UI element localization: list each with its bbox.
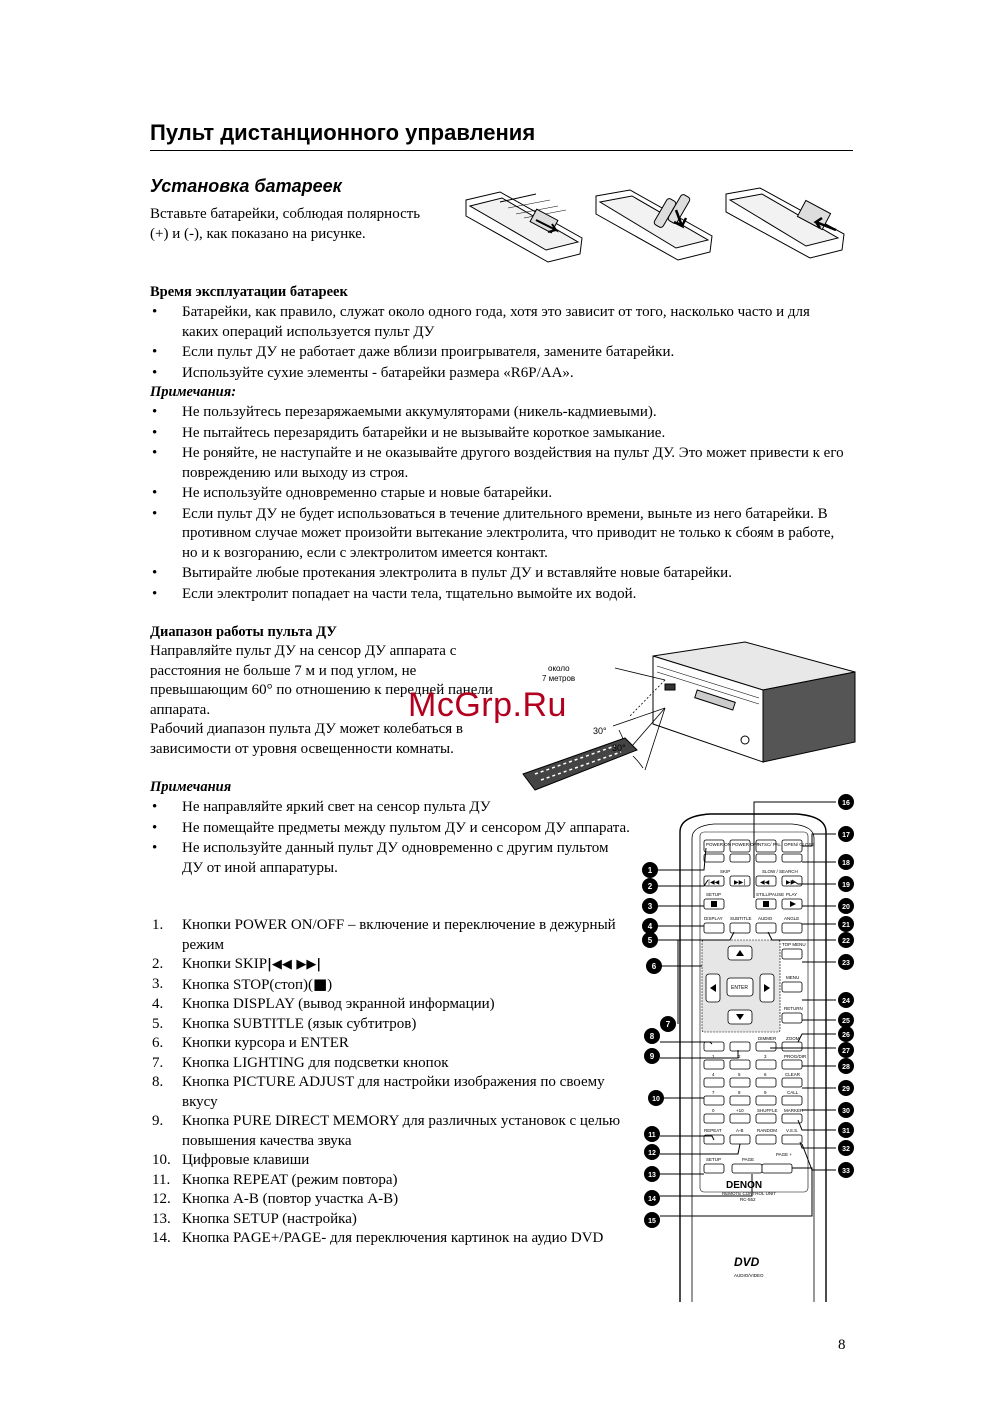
battery-section-title: Установка батареек bbox=[150, 176, 342, 196]
dvd-player-illustration bbox=[653, 642, 855, 762]
digit-label: 2 bbox=[738, 1054, 741, 1059]
dvd-logo: DVD bbox=[734, 1255, 760, 1269]
digit-label: 3 bbox=[764, 1054, 767, 1059]
range-title: Диапазон работы пульта ДУ bbox=[150, 624, 337, 640]
page-plus-label: PAGE + bbox=[776, 1152, 793, 1157]
list-item: • Вытирайте любые протекания электролита в пульт ДУ и вставляйте новые батарейки. bbox=[150, 564, 850, 584]
plus10-label: +10 bbox=[736, 1108, 744, 1113]
callout-19 bbox=[838, 876, 854, 892]
battery-life-title: Время эксплуатации батареек bbox=[150, 284, 348, 300]
pause-icon bbox=[763, 901, 769, 907]
digit-7-button[interactable] bbox=[704, 1096, 724, 1105]
zoom-label: ZOOM bbox=[786, 1036, 800, 1041]
title-rule bbox=[150, 150, 853, 151]
setup-button[interactable] bbox=[704, 1164, 724, 1173]
marker-label: MARKER bbox=[784, 1108, 804, 1113]
svg-text:9: 9 bbox=[649, 1052, 655, 1061]
random-label: RANDOM bbox=[757, 1128, 777, 1133]
range-distance-label-2: 7 метров bbox=[542, 674, 576, 683]
digit-label: 9 bbox=[764, 1090, 767, 1095]
zoom-button[interactable] bbox=[782, 1042, 802, 1051]
callout-2 bbox=[642, 878, 658, 894]
digit-label: 7 bbox=[712, 1090, 715, 1095]
svg-text:2: 2 bbox=[647, 882, 653, 891]
model-line-1: REMOTE CONTROL UNIT bbox=[722, 1191, 777, 1196]
svg-text:21: 21 bbox=[842, 922, 850, 929]
stop-label: SETUP bbox=[706, 892, 722, 897]
callout-23 bbox=[838, 954, 854, 970]
battery-install-figure bbox=[460, 186, 860, 266]
ntsc-pal-label: NTSC/ PAL bbox=[758, 842, 781, 847]
callout-28 bbox=[838, 1058, 854, 1074]
notes-title: Примечания: bbox=[150, 384, 237, 400]
vss-button[interactable] bbox=[782, 1135, 802, 1144]
skip-label: SKIP bbox=[720, 869, 731, 874]
callout-3 bbox=[642, 898, 658, 914]
callout-20 bbox=[838, 898, 854, 914]
subtitle-button[interactable] bbox=[730, 923, 750, 933]
dvd-logo-sub: AUDIO/VIDEO bbox=[734, 1273, 764, 1278]
range-angle-label-1: 30° bbox=[593, 726, 607, 736]
power-off-label: POWER OFF bbox=[732, 842, 760, 847]
digit-label: 1 bbox=[712, 1054, 715, 1059]
list-item: 14. Кнопка PAGE+/PAGE- для переключения картинок на аудио DVD bbox=[152, 1230, 604, 1246]
clear-button[interactable] bbox=[782, 1078, 802, 1087]
callout-29 bbox=[838, 1080, 854, 1096]
list-item: • Не помещайте предметы между пультом ДУ и сенсором ДУ аппарата. bbox=[150, 819, 630, 839]
enter-label: ENTER bbox=[731, 985, 748, 991]
svg-text:29: 29 bbox=[842, 1086, 850, 1093]
remote-back-illustration-2 bbox=[596, 190, 712, 260]
random-button[interactable] bbox=[756, 1135, 776, 1144]
svg-text:11: 11 bbox=[648, 1132, 656, 1139]
skip-back-icon: |◀◀ bbox=[708, 879, 720, 886]
svg-text:15: 15 bbox=[648, 1218, 656, 1225]
svg-text:16: 16 bbox=[842, 800, 850, 807]
callout-1 bbox=[642, 862, 658, 878]
svg-text:28: 28 bbox=[842, 1064, 850, 1071]
list-item: • Батарейки, как правило, служат около одного года, хотя это зависит от того, насколько часто и для каких операций используется пульт ДУ bbox=[150, 303, 850, 342]
display-button[interactable] bbox=[704, 923, 724, 933]
skip-icon: |◀◀ ▶▶| bbox=[267, 957, 322, 972]
digit-label: 5 bbox=[738, 1072, 741, 1077]
callout-9 bbox=[644, 1048, 660, 1064]
list-item: 5. Кнопка SUBTITLE (язык субтитров) bbox=[152, 1015, 417, 1032]
angle-button[interactable] bbox=[782, 923, 802, 933]
range-angle-label-2: 30° bbox=[612, 743, 626, 753]
svg-text:13: 13 bbox=[648, 1172, 656, 1179]
svg-text:6: 6 bbox=[651, 962, 657, 971]
notes-list bbox=[150, 403, 850, 605]
return-button[interactable] bbox=[782, 1013, 802, 1023]
digit-4-button[interactable] bbox=[704, 1078, 724, 1087]
digit-8-button[interactable] bbox=[730, 1096, 750, 1105]
ab-label: A-B bbox=[736, 1128, 744, 1133]
top-menu-label: TOP MENU bbox=[782, 942, 806, 947]
svg-text:14: 14 bbox=[648, 1196, 656, 1203]
dimmer-button[interactable] bbox=[756, 1042, 776, 1051]
top-menu-button[interactable] bbox=[782, 949, 802, 959]
list-item: 1. Кнопки POWER ON/OFF – включение и переключение в дежурный режим bbox=[152, 917, 616, 953]
prog-dir-label: PROG/DIR bbox=[784, 1054, 807, 1059]
still-pause-label: STILL/PAUSE bbox=[756, 892, 785, 897]
list-item: • Не роняйте, не наступайте и не оказывайте другого воздействия на пульт ДУ. Это может привести к его повреждению или выходу из строя. bbox=[150, 444, 850, 483]
list-item: 3. Кнопка STOP(стоп)(■) bbox=[152, 974, 333, 993]
list-item: 11. Кнопка REPEAT (режим повтора) bbox=[152, 1171, 398, 1188]
play-label: PLAY bbox=[786, 892, 798, 897]
notes2-list bbox=[150, 798, 630, 879]
call-button[interactable] bbox=[782, 1096, 802, 1105]
list-item: 2. Кнопки SKIP|◀◀ ▶▶| bbox=[152, 956, 322, 972]
digit-6-button[interactable] bbox=[756, 1078, 776, 1087]
list-item: • Не пользуйтесь перезаряжаемыми аккумуляторами (никель-кадмиевыми). bbox=[150, 403, 850, 423]
audio-label: AUDIO bbox=[758, 916, 773, 921]
digit-label: 6 bbox=[764, 1072, 767, 1077]
audio-button[interactable] bbox=[756, 923, 776, 933]
svg-text:26: 26 bbox=[842, 1032, 850, 1039]
call-label: CALL bbox=[787, 1090, 799, 1095]
vss-label: V.S.S. bbox=[786, 1128, 799, 1133]
digit-9-button[interactable] bbox=[756, 1096, 776, 1105]
angle-label: ANGLE bbox=[784, 916, 800, 921]
remote-buttons-list bbox=[150, 916, 630, 1249]
slow-search-label: SLOW / SEARCH bbox=[762, 869, 798, 874]
list-item: 8. Кнопка PICTURE ADJUST для настройки изображения по своему вкусу bbox=[152, 1074, 605, 1110]
svg-text:3: 3 bbox=[647, 902, 653, 911]
list-item: • Не используйте данный пульт ДУ одновременно с другим пультом ДУ от иной аппаратуры. bbox=[150, 839, 630, 878]
list-item: • Используйте сухие элементы - батарейки размера «R6P/AA». bbox=[150, 364, 850, 384]
svg-text:18: 18 bbox=[842, 860, 850, 867]
callout-7 bbox=[660, 1016, 676, 1032]
list-item: • Не пытайтесь перезарядить батарейки и не вызывайте короткое замыкание. bbox=[150, 424, 850, 444]
svg-text:19: 19 bbox=[842, 882, 850, 889]
callout-6 bbox=[646, 958, 662, 974]
return-label: RETURN bbox=[784, 1006, 803, 1011]
digit-5-button[interactable] bbox=[730, 1078, 750, 1087]
digit-2-button[interactable] bbox=[730, 1060, 750, 1069]
battery-instructions: Вставьте батарейки, соблюдая полярность (+) и (-), как показано на рисунке. bbox=[150, 206, 421, 242]
callout-21 bbox=[838, 916, 854, 932]
picture-adjust-button[interactable] bbox=[704, 1042, 724, 1051]
svg-text:10: 10 bbox=[652, 1096, 660, 1103]
list-item: 9. Кнопка PURE DIRECT MEMORY для различных установок с целью повышения качества звука bbox=[152, 1113, 621, 1149]
open-close-label: OPEN/ CLOSE bbox=[784, 842, 815, 847]
digit-3-button[interactable] bbox=[756, 1060, 776, 1069]
page-title: Пульт дистанционного управления bbox=[150, 120, 536, 145]
list-item: 4. Кнопка DISPLAY (вывод экранной информации) bbox=[152, 996, 495, 1012]
svg-text:23: 23 bbox=[842, 960, 850, 967]
page-minus-button[interactable] bbox=[732, 1164, 762, 1173]
list-item: • Если пульт ДУ не будет использоваться в течение длительного времени, выньте из него батарейки. В противном случае может произойти вытекание электролита, что приводит не только к сбоям в работе, но и к возгоранию, если с электролитом имеется контакт. bbox=[150, 505, 850, 564]
display-label: DISPLAY bbox=[704, 916, 723, 921]
plus10-button[interactable] bbox=[730, 1114, 750, 1123]
callout-5 bbox=[642, 932, 658, 948]
shuffle-label: SHUFFLE bbox=[757, 1108, 778, 1113]
range-text-2: Рабочий диапазон пульта ДУ может колебаться в зависимости от уровня освещенности комнаты. bbox=[150, 721, 463, 757]
prog-dir-button[interactable] bbox=[782, 1060, 802, 1069]
callout-8 bbox=[644, 1028, 660, 1044]
search-back-icon: ◀◀ bbox=[760, 879, 770, 886]
callout-10 bbox=[648, 1090, 664, 1106]
list-item: • Если пульт ДУ не работает даже вблизи проигрывателя, замените батарейки. bbox=[150, 343, 850, 363]
svg-text:20: 20 bbox=[842, 904, 850, 911]
skip-forward-icon: ▶▶| bbox=[734, 879, 746, 886]
list-item: • Если электролит попадает на части тела, тщательно вымойте их водой. bbox=[150, 585, 850, 605]
search-forward-icon: ▶▶ bbox=[786, 879, 796, 886]
model-line-2: RC-552 bbox=[740, 1197, 756, 1202]
range-distance-label-1: около bbox=[548, 664, 570, 673]
page-number: 8 bbox=[838, 1337, 846, 1353]
list-item: • Не направляйте яркий свет на сенсор пульта ДУ bbox=[150, 798, 630, 818]
callout-31 bbox=[838, 1122, 854, 1138]
list-item: • Не используйте одновременно старые и новые батарейки. bbox=[150, 484, 850, 504]
svg-text:17: 17 bbox=[842, 832, 850, 839]
clear-label: CLEAR bbox=[785, 1072, 801, 1077]
stop-icon bbox=[711, 901, 717, 907]
svg-text:22: 22 bbox=[842, 938, 850, 945]
svg-text:25: 25 bbox=[842, 1018, 850, 1025]
repeat-label: REPEAT bbox=[704, 1128, 722, 1133]
remote-back-illustration-1 bbox=[466, 192, 582, 262]
watermark: McGrp.Ru bbox=[408, 686, 567, 724]
callout-26 bbox=[838, 1026, 854, 1042]
svg-text:24: 24 bbox=[842, 998, 850, 1005]
page-label: PAGE bbox=[742, 1157, 755, 1162]
callout-24 bbox=[838, 992, 854, 1008]
svg-text:7: 7 bbox=[665, 1020, 671, 1029]
svg-text:8: 8 bbox=[649, 1032, 655, 1041]
callout-16 bbox=[838, 794, 854, 810]
svg-text:31: 31 bbox=[842, 1128, 850, 1135]
remote-back-illustration-3 bbox=[726, 188, 844, 258]
digit-label: 4 bbox=[712, 1072, 715, 1077]
svg-text:12: 12 bbox=[648, 1150, 656, 1157]
pure-direct-button[interactable] bbox=[730, 1042, 750, 1051]
callout-11 bbox=[644, 1126, 660, 1142]
ab-button[interactable] bbox=[730, 1135, 750, 1144]
callout-15 bbox=[644, 1212, 660, 1228]
callout-4 bbox=[642, 918, 658, 934]
svg-text:4: 4 bbox=[647, 922, 653, 931]
callout-25 bbox=[838, 1012, 854, 1028]
svg-text:30: 30 bbox=[842, 1108, 850, 1115]
svg-text:27: 27 bbox=[842, 1048, 850, 1055]
brand-logo: DENON bbox=[726, 1180, 763, 1191]
list-item: 7. Кнопка LIGHTING для подсветки кнопок bbox=[152, 1054, 449, 1071]
svg-text:32: 32 bbox=[842, 1146, 850, 1153]
notes2-title: Примечания bbox=[150, 779, 232, 795]
range-text-1: Направляйте пульт ДУ на сенсор ДУ аппарата с расстояния не больше 7 м и под углом, не превышающим 60° по отношению к передней панели аппарата. bbox=[150, 643, 493, 718]
menu-button[interactable] bbox=[782, 982, 802, 992]
callout-32 bbox=[838, 1140, 854, 1156]
remote-control-diagram bbox=[640, 792, 865, 1304]
digit-label: 0 bbox=[712, 1108, 715, 1113]
list-item: 12. Кнопка A-B (повтор участка A-B) bbox=[152, 1191, 399, 1207]
setup-label: SETUP bbox=[706, 1157, 722, 1162]
callout-33 bbox=[838, 1162, 854, 1178]
callout-18 bbox=[838, 854, 854, 870]
list-item: 10. Цифровые клавиши bbox=[152, 1152, 310, 1168]
callout-17 bbox=[838, 826, 854, 842]
digit-1-button[interactable] bbox=[704, 1060, 724, 1069]
callout-12 bbox=[644, 1144, 660, 1160]
list-item: 13. Кнопка SETUP (настройка) bbox=[152, 1210, 357, 1227]
page-plus-button[interactable] bbox=[762, 1164, 792, 1173]
list-item: 6. Кнопки курсора и ENTER bbox=[152, 1035, 349, 1051]
svg-text:33: 33 bbox=[842, 1168, 850, 1175]
power-on-label: POWER ON bbox=[706, 842, 732, 847]
digit-0-button[interactable] bbox=[704, 1114, 724, 1123]
callout-14 bbox=[644, 1190, 660, 1206]
callout-13 bbox=[644, 1166, 660, 1182]
battery-life-list bbox=[150, 303, 850, 384]
digit-label: 8 bbox=[738, 1090, 741, 1095]
callout-22 bbox=[838, 932, 854, 948]
menu-label: MENU bbox=[786, 975, 800, 980]
svg-text:5: 5 bbox=[647, 936, 653, 945]
stop-icon: ■ bbox=[312, 974, 328, 993]
shuffle-button[interactable] bbox=[756, 1114, 776, 1123]
svg-text:1: 1 bbox=[647, 866, 653, 875]
subtitle-label: SUBTITLE bbox=[730, 916, 752, 921]
callout-30 bbox=[838, 1102, 854, 1118]
dimmer-label: DIMMER bbox=[758, 1036, 777, 1041]
callout-27 bbox=[838, 1042, 854, 1058]
